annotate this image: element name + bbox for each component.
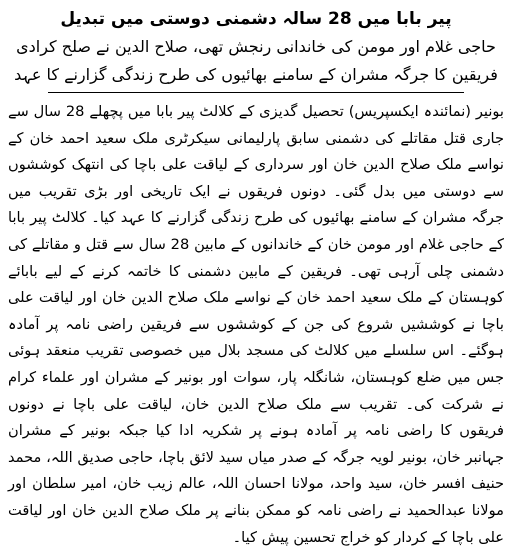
subheadline-2: فریقین کا جرگہ مشران کے سامنے بھائیوں کی طرح زندگی گزارنے کا عہد — [14, 65, 498, 84]
headline: پیر بابا میں 28 سالہ دشمنی دوستی میں تبدیل — [60, 9, 452, 29]
subheadline-1: حاجی غلام اور مومن کی خاندانی رنجش تھی، صلاح الدین نے صلح کرادی — [16, 37, 496, 56]
article-paragraph: بونیر (نمائندہ ایکسپریس) تحصیل گدیزی کے کلالٹ پیر بابا میں پچھلے 28 سال سے جاری قتل مقاتلے کی دشمنی سابق پارلیمانی سیکرٹری ملک سعید احمد خان کے نواسے ملک صلاح الدین خان اور سرداری کے لیاقت علی باچا کی انتھک کوششوں سے دوستی میں بدل گئی۔ دونوں فریقوں نے ایک تاریخی اور بڑی تقریب میں جرگہ مشران کے سامنے بھائیوں کی طرح زندگی گزارنے کا عہد کیا۔ کلالٹ پیر بابا کے حاجی غلام اور مومن خان کے خاندانوں کے مابین 28 سال سے قتل و مقاتلے کی دشمنی چلی آرہی تھی۔ فریقین کے مابین دشمنی کا خاتمہ کرنے کے لیے بابائے کوہستان کے ملک سعید احمد خان کے نواسے ملک صلاح الدین خان اور لیاقت علی باچا نے کوششیں شروع کی جن کے کوششوں سے فریقین راضی نامہ پر آمادہ ہوگئے۔ اس سلسلے میں کلالٹ کی مسجد بلال میں خصوصی تقریب منعقد ہوئی جس میں ضلع کوہستان، شانگلہ پار، سوات اور بونیر کے مشران اور علماء کرام نے شرکت کی۔ تقریب سے ملک صلاح الدین خان، لیاقت علی باچا نے دونوں فریقوں کا راضی نامہ پر آمادہ ہونے پر شکریہ ادا کیا جبکہ بونیر کے مشران جہانبر خان، بونیر لویہ جرگہ کے صدر میاں سید لائق باچا، حاجی صدیق اللہ، محمد حنیف افسر خان، سید واحد، مولانا احسان اللہ، عالم زیب خان، امیر سلطان اور مولانا عبدالحمید نے راضی نامہ کو ممکن بنانے پر ملک صلاح الدین خان اور لیاقت علی باچا کے کردار کو خراج تحسین پیش کیا۔ — [8, 103, 504, 546]
article-body — [8, 99, 504, 551]
divider — [48, 92, 464, 93]
